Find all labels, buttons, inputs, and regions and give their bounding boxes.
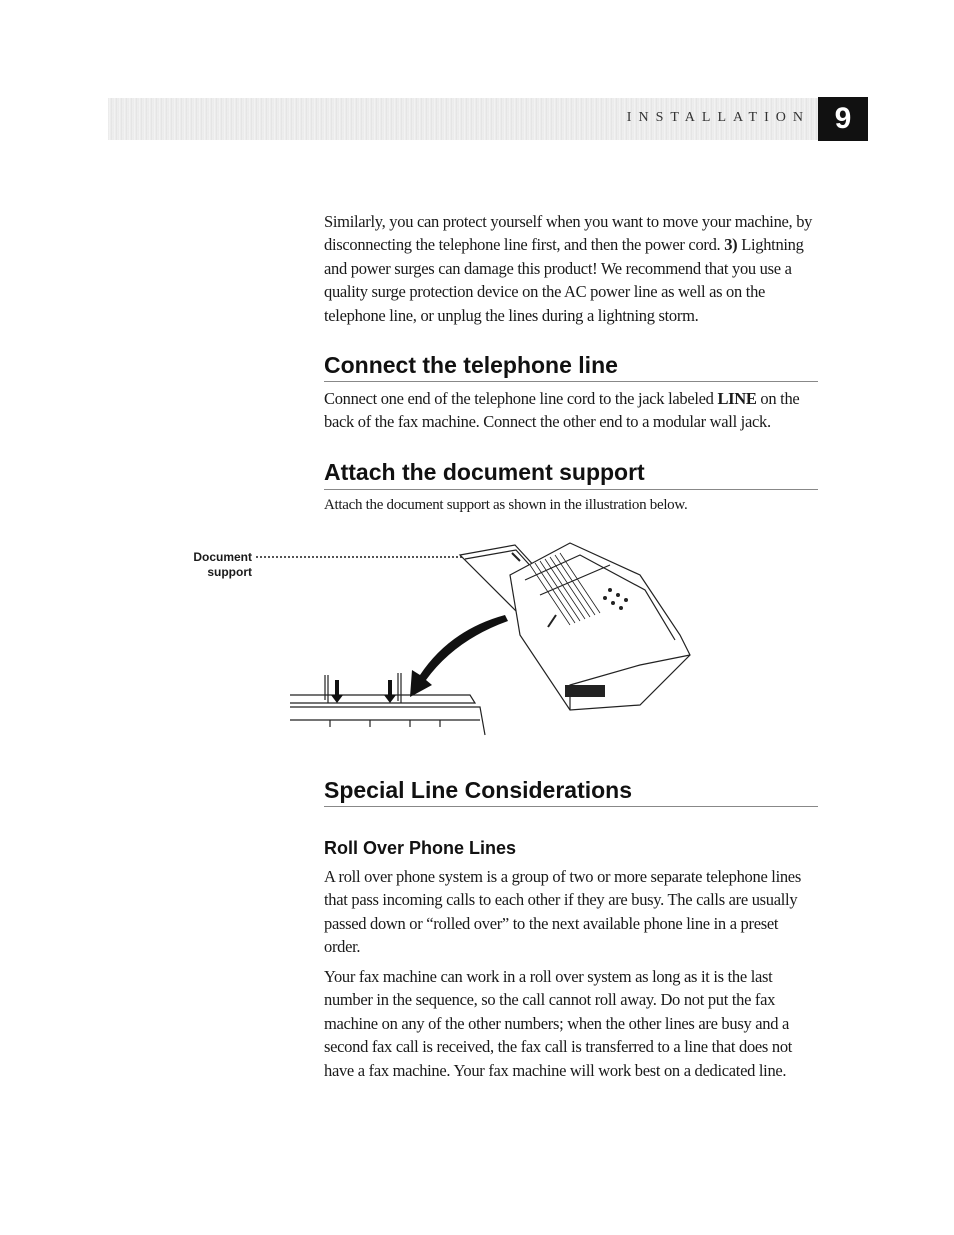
figure-callout — [190, 550, 252, 580]
heading-attach-document-support: Attach the document support — [324, 459, 645, 485]
callout-line-2: support — [207, 565, 252, 579]
line-label: LINE — [717, 389, 757, 408]
heading-rule — [324, 381, 818, 382]
heading-rule — [324, 489, 818, 490]
heading-special-line-considerations: Special Line Considerations — [324, 777, 633, 803]
rollover-paragraph-2: Your fax machine can work in a roll over system as long as it is the last number in the sequence, so the call cannot roll away. Do not put the fax machine on any of the other numbers; when the other lines are busy and a second fax call is received, the fax call is transferred to a line that does not have a fax machine. Your fax machine will work best on a dedicated line. — [324, 967, 793, 1080]
support-paragraph: Attach the document support as shown in the illustration below. — [324, 497, 688, 513]
callout-line-1: Document — [193, 550, 252, 564]
heading-connect-telephone-line: Connect the telephone line — [324, 352, 618, 378]
page-number: 9 — [818, 97, 868, 141]
intro-paragraph: Similarly, you can protect yourself when you want to move your machine, by disconnecting the telephone line first, and then the power cord. 3) Lightning and power surges can damage this product! We recommend that you use a quality surge protection device on the AC power line as well as on the telephone line, or unplug the lines during a lightning storm. — [324, 212, 813, 325]
fax-machine-illustration — [280, 535, 710, 740]
heading-rule — [324, 806, 818, 807]
connect-paragraph: Connect one end of the telephone line cord to the jack labeled LINE on the back of the fax machine. Connect the other end to a modular wall jack. — [324, 389, 800, 432]
section-label: INSTALLATION — [626, 110, 810, 125]
subheading-roll-over-phone-lines: Roll Over Phone Lines — [324, 838, 517, 858]
rollover-paragraph-1: A roll over phone system is a group of two or more separate telephone lines that pass incoming calls to each other if they are busy. The calls are usually passed down or “rolled over” to the next available phone line in a preset order. — [324, 867, 801, 957]
step-number: 3) — [724, 235, 738, 255]
